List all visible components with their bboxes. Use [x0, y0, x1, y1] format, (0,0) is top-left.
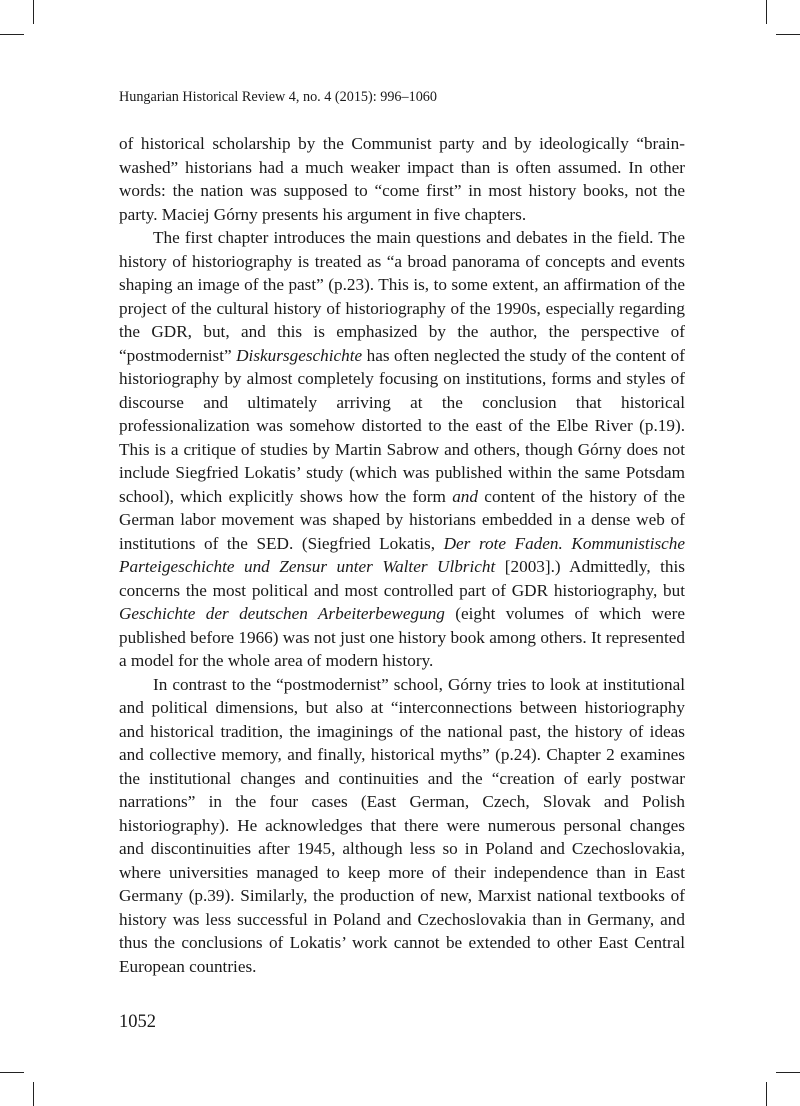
crop-mark [776, 1072, 800, 1073]
text-run: of historical scholarship by the Communist party and by ideologically “brain-washed” historians had a much weaker impact than is often assumed. In other words: the nation was supposed to “come first” in most history books, not the party. Maciej Górny presents his argument in five chapters. [119, 134, 685, 224]
italic-title: Der rote Faden. Kommunistische Parteigeschichte und Zensur unter Walter Ulbricht [119, 533, 686, 576]
text-run: has often neglected the study of the content of historiography by almost completely focusing on institutions, forms and styles of discourse and ultimately arriving at the conclusion that historical professionalization was somehow distorted to the east of the Elbe River (p.19). This is a critique of studies by Martin Sabrow and others, though Górny does not include Siegfried Lokatis’ study (which was published within the same Potsdam school), which explicitly shows how the form [119, 345, 685, 506]
text-run: In contrast to the “postmodernist” school, Górny tries to look at institutional and political dimensions, but also at “interconnections between historiography and historical tradition, the imaginings of the national past, the history of ideas and collective memory, and finally, historical myths” (p.24). Chapter 2 examines the institutional changes and continuities and the “creation of early postwar narrations” in the four cases (East German, Czech, Slovak and Polish historiography). He acknowledges that there were numerous personal changes and discontinuities after 1945, although less so in Poland and Czechoslovakia, where universities managed to keep more of their independence than in East Germany (p.39). Similarly, the production of new, Marxist national textbooks of history was less successful in Poland and Czechoslovakia than in Germany, and thus the conclusions of Lokatis’ work cannot be extended to other East Central European countries. [119, 674, 685, 976]
crop-mark [0, 34, 24, 35]
crop-mark [776, 34, 800, 35]
article-body [119, 132, 685, 978]
italic-title: and [452, 486, 478, 506]
paragraph [119, 226, 685, 673]
italic-title: Diskursgeschichte [236, 345, 363, 365]
crop-mark [0, 1072, 24, 1073]
text-run: (eight volumes of which were published before 1966) was not just one history book among others. It represented a model for the whole area of modern history. [119, 604, 685, 670]
text-run: content of the history of the German labor movement was shaped by historians embedded in a dense web of institutions of the SED. (Siegfried Lokatis, [119, 486, 685, 553]
crop-mark [766, 0, 767, 24]
crop-mark [766, 1082, 767, 1106]
crop-mark [33, 1082, 34, 1106]
text-run: The first chapter introduces the main questions and debates in the field. The history of historiography is treated as “a broad panorama of concepts and events shaping an image of the past” (p.23). This is, to some extent, an affirmation of the project of the cultural history of historiography of the 1990s, especially regarding the GDR, but, and this is emphasized by the author, the perspective of “postmodernist” [119, 228, 685, 365]
italic-title: Geschichte der deutschen Arbeiterbewegung [119, 604, 445, 623]
page-number: 1052 [119, 1012, 156, 1032]
paragraph [119, 673, 685, 979]
paragraph [119, 132, 685, 226]
crop-mark [33, 0, 34, 24]
running-head: Hungarian Historical Review 4, no. 4 (2015): 996–1060 [119, 89, 437, 105]
text-run: [2003].) Admittedly, this concerns the most political and most controlled part of GDR historiography, but [119, 557, 685, 600]
